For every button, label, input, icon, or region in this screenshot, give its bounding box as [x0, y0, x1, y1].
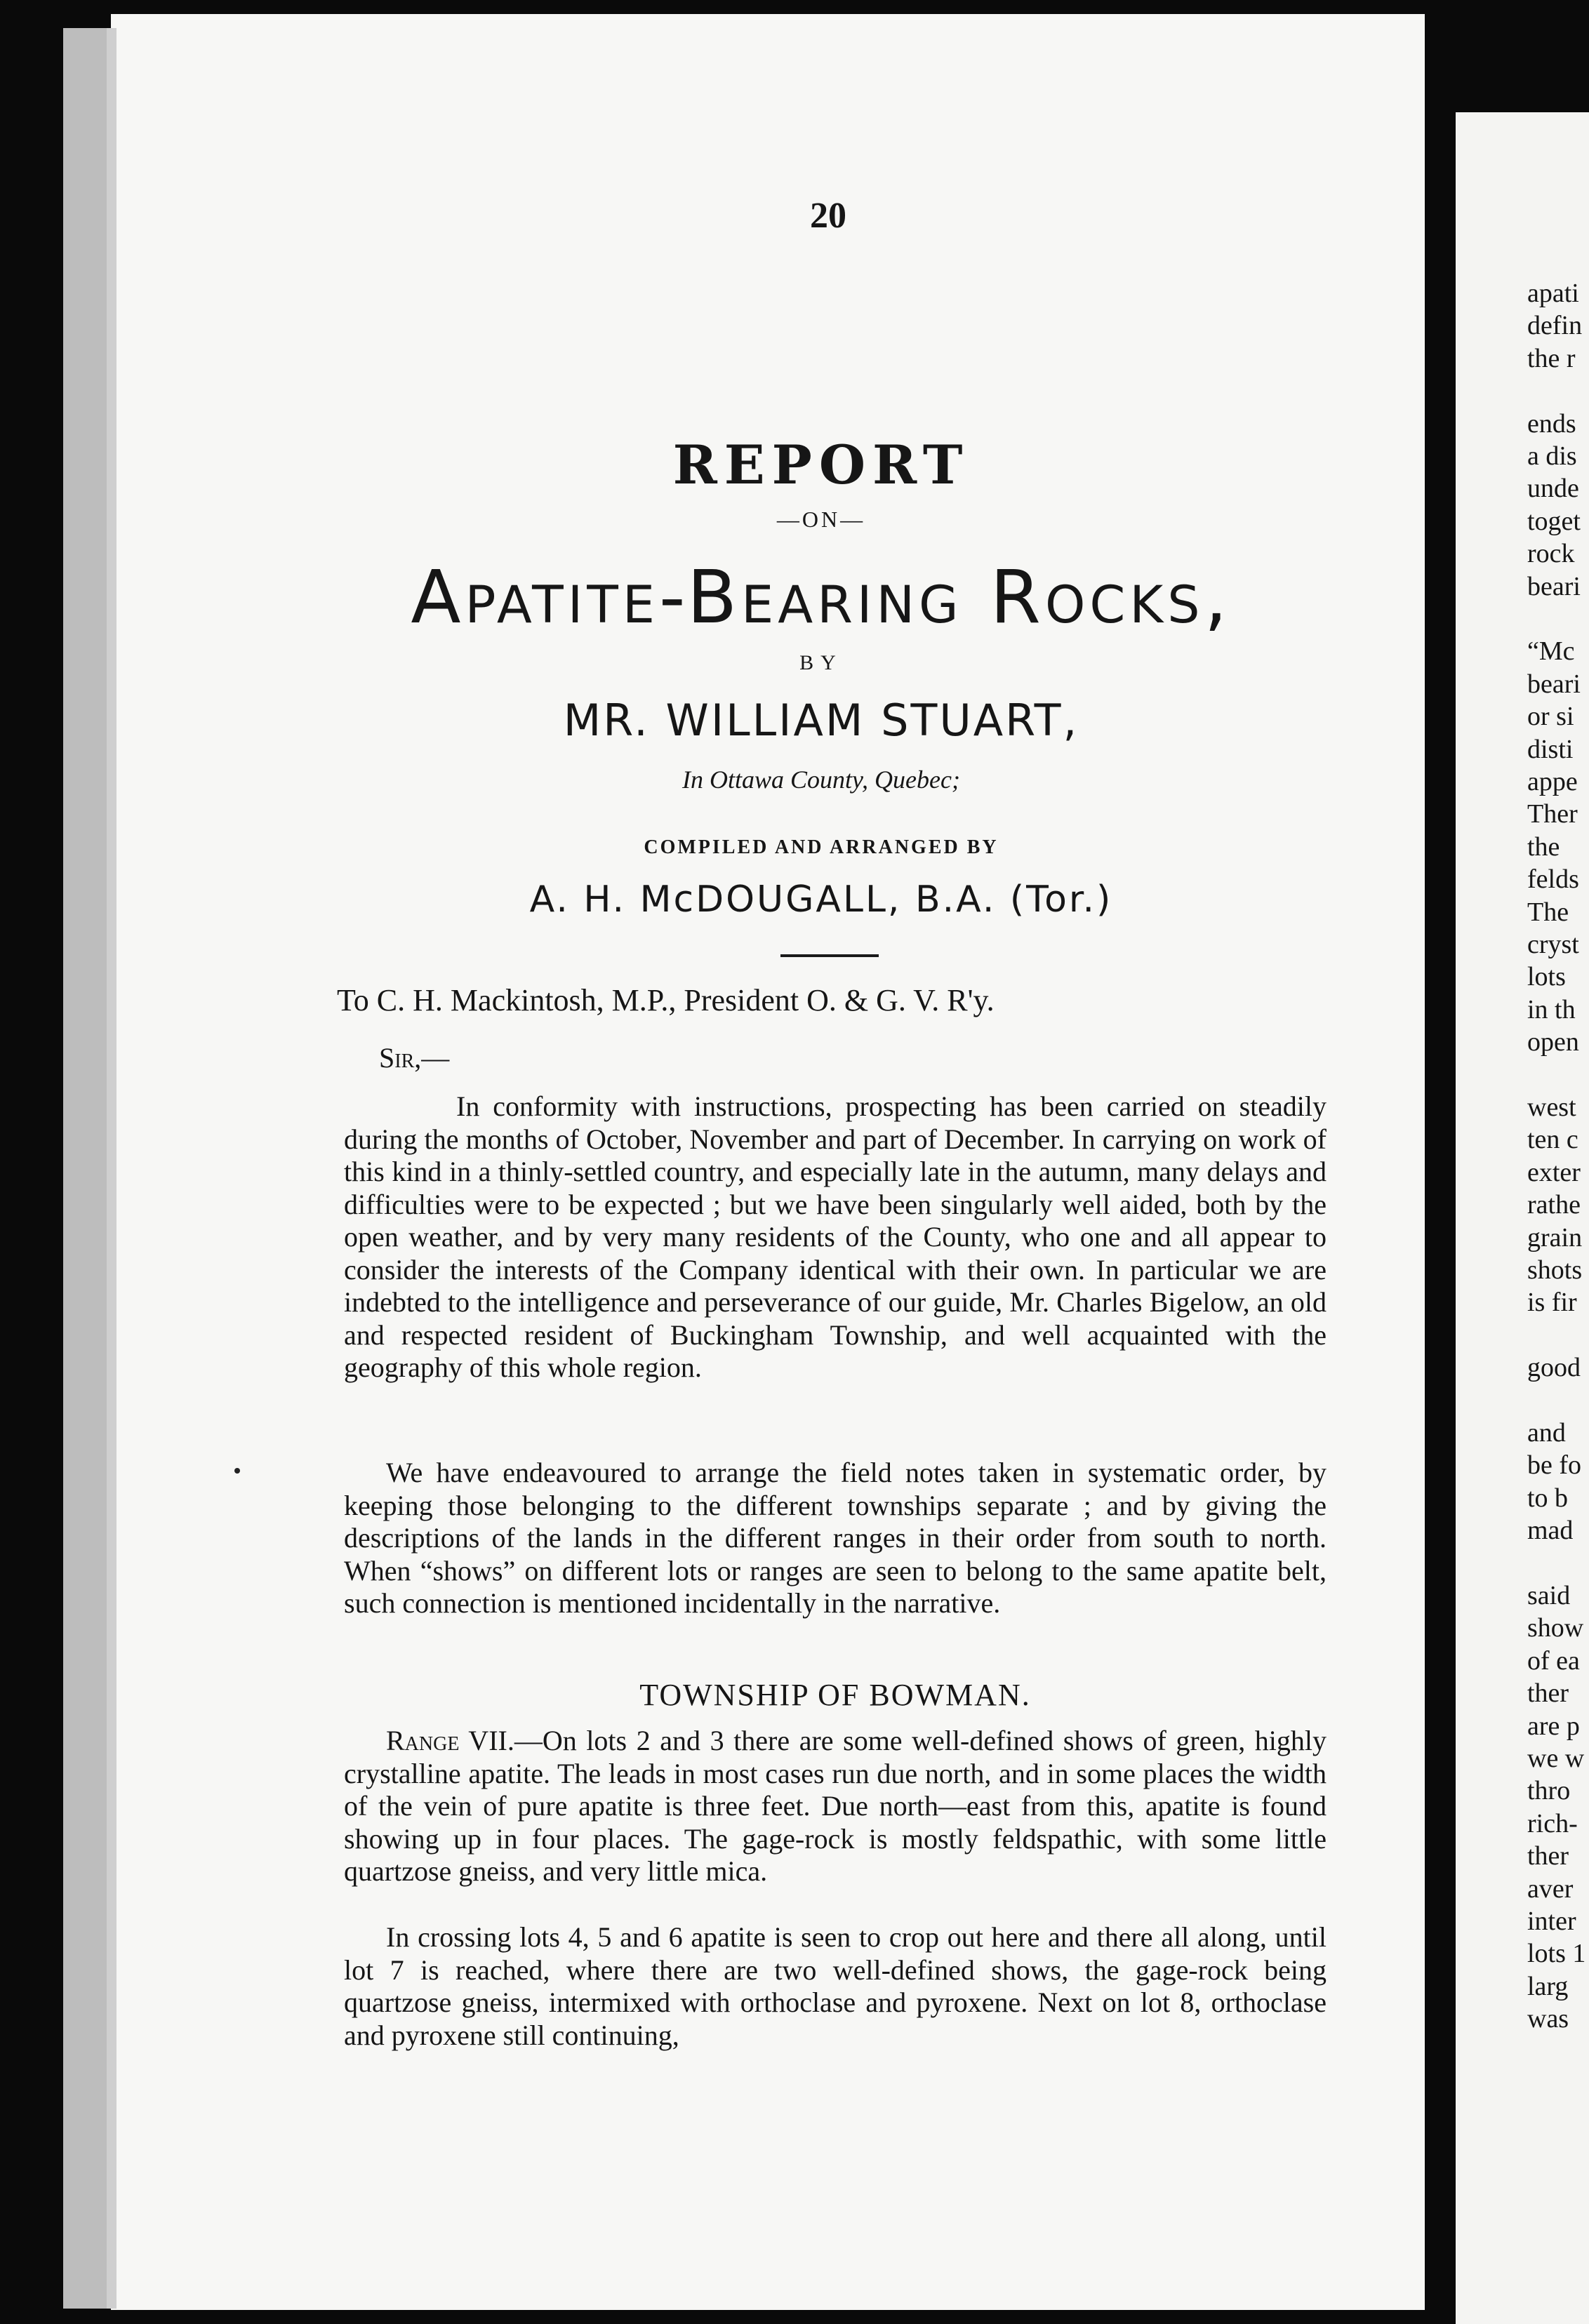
right-page-fragment: good: [1527, 1353, 1581, 1383]
right-page-fragment: to b: [1527, 1483, 1569, 1513]
main-title: Apatite-Bearing Rocks,: [411, 554, 1232, 640]
right-page-fragment: and: [1527, 1418, 1566, 1448]
right-page-fragment: appe: [1527, 767, 1578, 796]
right-page-fragment: inter: [1527, 1906, 1576, 1936]
range-text: —On lots 2 and 3 there are some well-defined shows of green, highly crystalline apatite. The leads in most cases run due north, and in some places the width of the vein of pure apatite is three feet. Due north—east from this, apatite is found showing up in four places. The gage-rock is mostly feldspathic, with some little quartzose gneiss, and very little mica.: [344, 1725, 1327, 1887]
right-page-fragment: disti: [1527, 734, 1574, 764]
right-page-fragment: toget: [1527, 506, 1581, 536]
page-gutter: [1425, 0, 1456, 2324]
paragraph-range-vii: [344, 1725, 1327, 1888]
right-page-fragment: beari: [1527, 669, 1581, 699]
right-page-fragment: grain: [1527, 1222, 1583, 1253]
paragraph-conformity: In conformity with instructions, prospecting has been carried on steadily during the months of October, November and part of December. In carrying on work of this kind in a thinly-settled country, and especially late in the autumn, many delays and difficulties were to be expected ; but we have been singularly well aided, both by the open weather, and by very many residents of the County, who one and all appear to consider the interests of the Company identical with their own. In particular we are indebted to the intelligence and perseverance of our guide, Mr. Charles Bigelow, an old and respected resident of Buckingham Township, and well acquainted with the geography of this whole region.: [344, 1090, 1327, 1383]
right-page-fragment: aver: [1527, 1874, 1574, 1904]
right-page-fragment: in th: [1527, 994, 1576, 1024]
right-page-fragment: The: [1527, 897, 1569, 927]
right-page-fragment: west: [1527, 1093, 1576, 1122]
right-page-fragment: the r: [1527, 343, 1576, 373]
book-binding: [63, 28, 112, 2309]
salutation: Sir,—: [379, 1042, 450, 1074]
right-page-fragment: open: [1527, 1027, 1579, 1057]
right-page-fragment: lots 1: [1527, 1939, 1586, 1969]
divider-rule: [780, 954, 879, 957]
right-page-fragment: Ther: [1527, 799, 1578, 829]
right-page-fragment: exter: [1527, 1157, 1581, 1187]
right-page-fragment: of ea: [1527, 1645, 1580, 1676]
right-page-fragment: rathe: [1527, 1190, 1581, 1220]
addressee-line: To C. H. Mackintosh, M.P., President O. & G. V. R'y.: [337, 983, 995, 1017]
section-heading: TOWNSHIP OF BOWMAN.: [639, 1678, 1031, 1712]
right-page-fragment: rock: [1527, 539, 1575, 569]
right-page-fragment: ends: [1527, 408, 1576, 439]
right-page-fragment: unde: [1527, 474, 1579, 504]
right-page-fragment: was: [1527, 2004, 1569, 2034]
right-page-fragment: apati: [1527, 279, 1579, 308]
right-page-fragment: thro: [1527, 1776, 1571, 1806]
right-page-fragment: felds: [1527, 864, 1579, 895]
paragraph-lots: In crossing lots 4, 5 and 6 apatite is seen to crop out here and there all along, until lot 7 is reached, where there are two well-defined shows, the gage-rock being quartzose gneiss, intermixed with orthoclase and pyroxene. Next on lot 8, orthoclase and pyroxene still continuing,: [344, 1921, 1327, 2051]
right-page-fragment: rich-: [1527, 1808, 1578, 1838]
page-number: 20: [810, 196, 846, 236]
scan-speck: [234, 1468, 240, 1474]
right-page-fragment: we w: [1527, 1744, 1585, 1773]
right-page-fragment: “Mc: [1527, 636, 1575, 667]
range-label: Range VII.: [386, 1725, 514, 1756]
right-page-fragment: the: [1527, 832, 1560, 862]
right-page-fragment: ther: [1527, 1841, 1569, 1871]
right-page-fragment: a dis: [1527, 441, 1577, 471]
right-page-fragment: show: [1527, 1613, 1584, 1643]
right-page-fragment: are p: [1527, 1711, 1580, 1741]
right-page-fragment: defin: [1527, 311, 1583, 341]
author-name: MR. WILLIAM STUART,: [563, 695, 1079, 746]
right-page-fragment: be fo: [1527, 1450, 1582, 1481]
right-page-fragment: beari: [1527, 571, 1581, 601]
paragraph-field-notes: We have endeavoured to arrange the field notes taken in systematic order, by keeping those belonging to the different townships separate ; and by giving the descriptions of the lands in the different ranges in their order from south to north. When “shows” on different lots or ranges are seen to belong to the same apatite belt, such connection is mentioned incidentally in the narrative.: [344, 1457, 1327, 1619]
right-page-fragment: larg: [1527, 1971, 1569, 2001]
right-page-fragment: cryst: [1527, 930, 1579, 959]
right-page-fragment: said: [1527, 1581, 1571, 1610]
compiler-name: A. H. McDOUGALL, B.A. (Tor.): [529, 879, 1113, 921]
author-location: In Ottawa County, Quebec;: [682, 766, 960, 794]
right-page-fragment: or si: [1527, 702, 1574, 732]
right-page-fragment: is fir: [1527, 1288, 1577, 1318]
page-edge: [107, 28, 117, 2309]
right-page-fragment: shots: [1527, 1255, 1583, 1285]
by-word: BY: [799, 651, 843, 674]
compiled-by-line: COMPILED AND ARRANGED BY: [644, 836, 999, 858]
report-heading: REPORT: [672, 434, 970, 496]
right-page-fragment: mad: [1527, 1516, 1574, 1546]
on-word: —ON—: [776, 507, 866, 532]
right-page-fragment: lots: [1527, 962, 1566, 992]
right-page-fragment: ther: [1527, 1678, 1569, 1709]
right-page-fragment: ten c: [1527, 1125, 1578, 1155]
